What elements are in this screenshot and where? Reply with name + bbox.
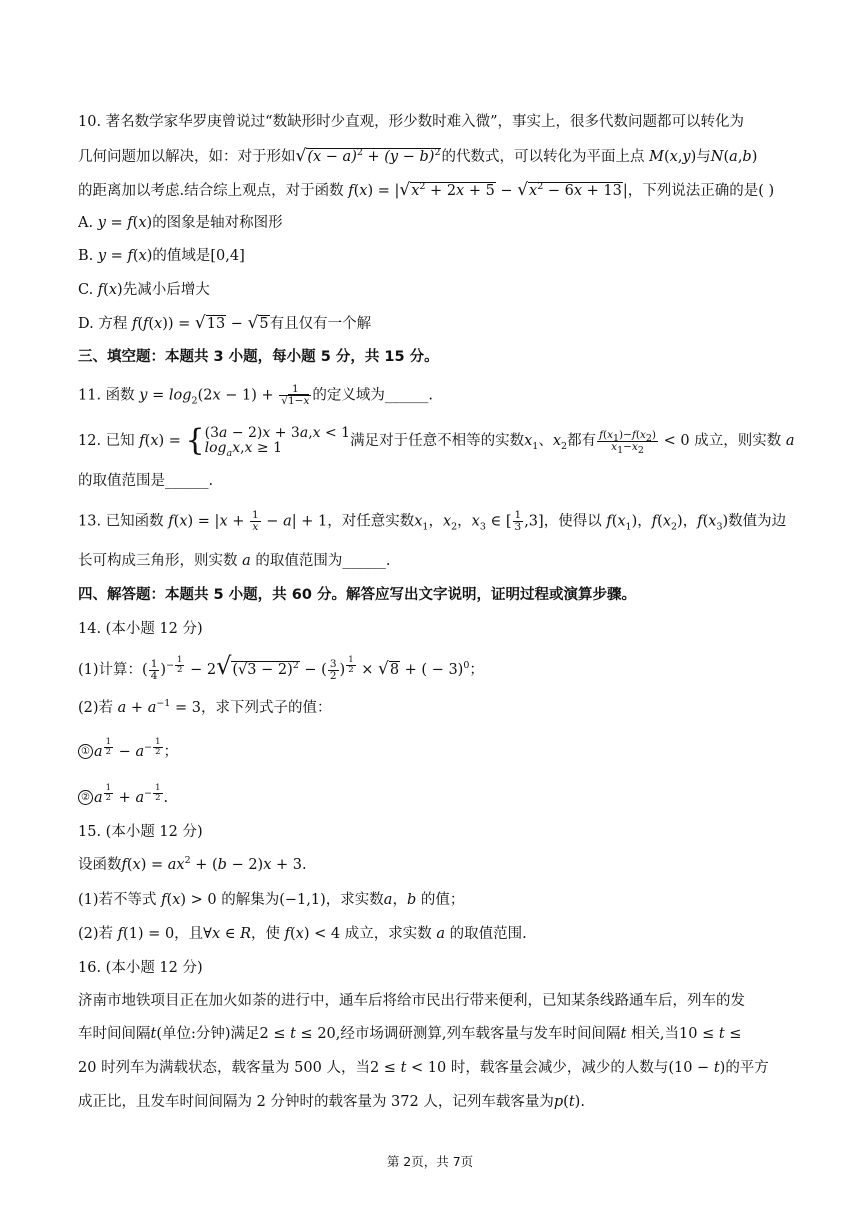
q15-part-1: (1)若不等式 f(x) > 0 的解集为(−1,1)，求实数a，b 的值；: [78, 892, 465, 908]
q12-line-1: 12. 已知 f(x) = { (3a − 2)x + 3a,x < 1 $\log_ax,x \ge 1$ 满足对于任意不相等的实数$x_1$、$x_2$都有 $\frac{f(x_1)-f(x_2)}{x_1-x_2}$ < 0 成立，则实数 a: [78, 423, 795, 459]
q10-line-2: 几何问题加以解决，如：对于形如$√(x - a)^2 + (y - b)^2$的代数式，可以转化为平面上点 M(x,y)与N(a,b): [78, 146, 758, 166]
sqrt-expression: $√(x - a)^2 + (y - b)^2$: [295, 146, 441, 166]
q13-line-1: 13. 已知函数 f(x) = |x + $\frac{1}{x}$ − a| + 1，对任意实数$x_1$，$x_2$，$x_3$ ∈ [ $\frac{1}{3}$ ,3]，使得以 $f(x_1)$，$f(x_2)$，$f(x_3)$数值为边: [78, 509, 787, 533]
q14-sub-2: ② a $^{\frac{1}{2}}$ + $a^{- \frac{1}{2}}$ .: [78, 784, 168, 808]
q16-line-4: 成正比，且发车时间间隔为 2 分钟时的载客量为 372 人，记列车载客量为p(t).: [78, 1094, 585, 1110]
q16-line-1: 济南市地铁项目正在加火如荼的进行中，通车后将给市民出行带来便利，已知某条线路通车后，列车的发: [78, 993, 745, 1009]
page-footer: 第 2页，共 7页: [386, 1154, 474, 1169]
q10-option-d: D. 方程 f(f(x)) = √13 − √5有且仅有一个解: [78, 313, 372, 333]
q15-line-1: 设函数$f(x) = ax^2 + (b - 2)x + 3$.: [78, 855, 307, 873]
q16-line-3: 20 时列车为满载状态，载客量为 500 人，当2 ≤ t < 10 时，载客量会减少，减少的人数与(10 − t)的平方: [78, 1060, 769, 1076]
section-4-heading: 四、解答题：本题共 5 小题，共 60 分。解答应写出文字说明，证明过程或演算步骤。: [78, 587, 636, 603]
q14-heading: 14. (本小题 12 分): [78, 621, 203, 637]
q10-option-b: B. y = f(x)的值域是[0,4]: [78, 248, 245, 264]
q16-heading: 16. (本小题 12 分): [78, 960, 203, 976]
q10-line-3: 的距离加以考虑.结合综上观点，对于函数 $f(x) = |√x^2 + 2x + 5 - √x^2 - 6x + 13|$，下列说法正确的是( ): [78, 180, 775, 200]
q14-part-1: (1)计算：( $\frac{1}{4}$ )$^{- \frac{1}{2}}$ − $2√(√3 - 2)^2$ − ( $\frac{3}{2}$ ) $^{\frac{1}{2}}$ × √8 + ( − 3)$^0$；: [78, 652, 484, 682]
q10-option-c: C. f(x)先减小后增大: [78, 282, 210, 298]
q10-line-1: 10. 著名数学家华罗庚曾说过“数缺形时少直观，形少数时难入微”，事实上，很多代数问题都可以转化为: [78, 114, 744, 130]
q10-option-a: A. y = f(x)的图象是轴对称图形: [78, 215, 283, 231]
q11-line: 11. 函数 $y = \log_2(2x - 1)$ + $\frac{1}{√1-x}$ 的定义域为______.: [78, 383, 433, 407]
section-3-heading: 三、填空题：本题共 3 小题，每小题 5 分，共 15 分。: [78, 349, 439, 365]
q15-part-2: (2)若 f(1) = 0，且∀x ∈ R，使 f(x) < 4 成立，求实数 a 的取值范围.: [78, 926, 527, 942]
q13-line-2: 长可构成三角形，则实数 a 的取值范围为______.: [78, 553, 391, 569]
q14-sub-1: ① a $^{\frac{1}{2}}$ − $a^{- \frac{1}{2}}$ ；: [78, 738, 178, 762]
q15-heading: 15. (本小题 12 分): [78, 824, 203, 840]
q14-part-2: (2)若 $a + a^{-1} = 3$，求下列式子的值：: [78, 698, 332, 716]
q12-line-2: 的取值范围是______.: [78, 473, 214, 489]
q16-line-2: 车时间间隔t(单位:分钟)满足2 ≤ t ≤ 20,经市场调研测算,列车载客量与发车时间间隔t 相关,当10 ≤ t ≤: [78, 1026, 742, 1042]
